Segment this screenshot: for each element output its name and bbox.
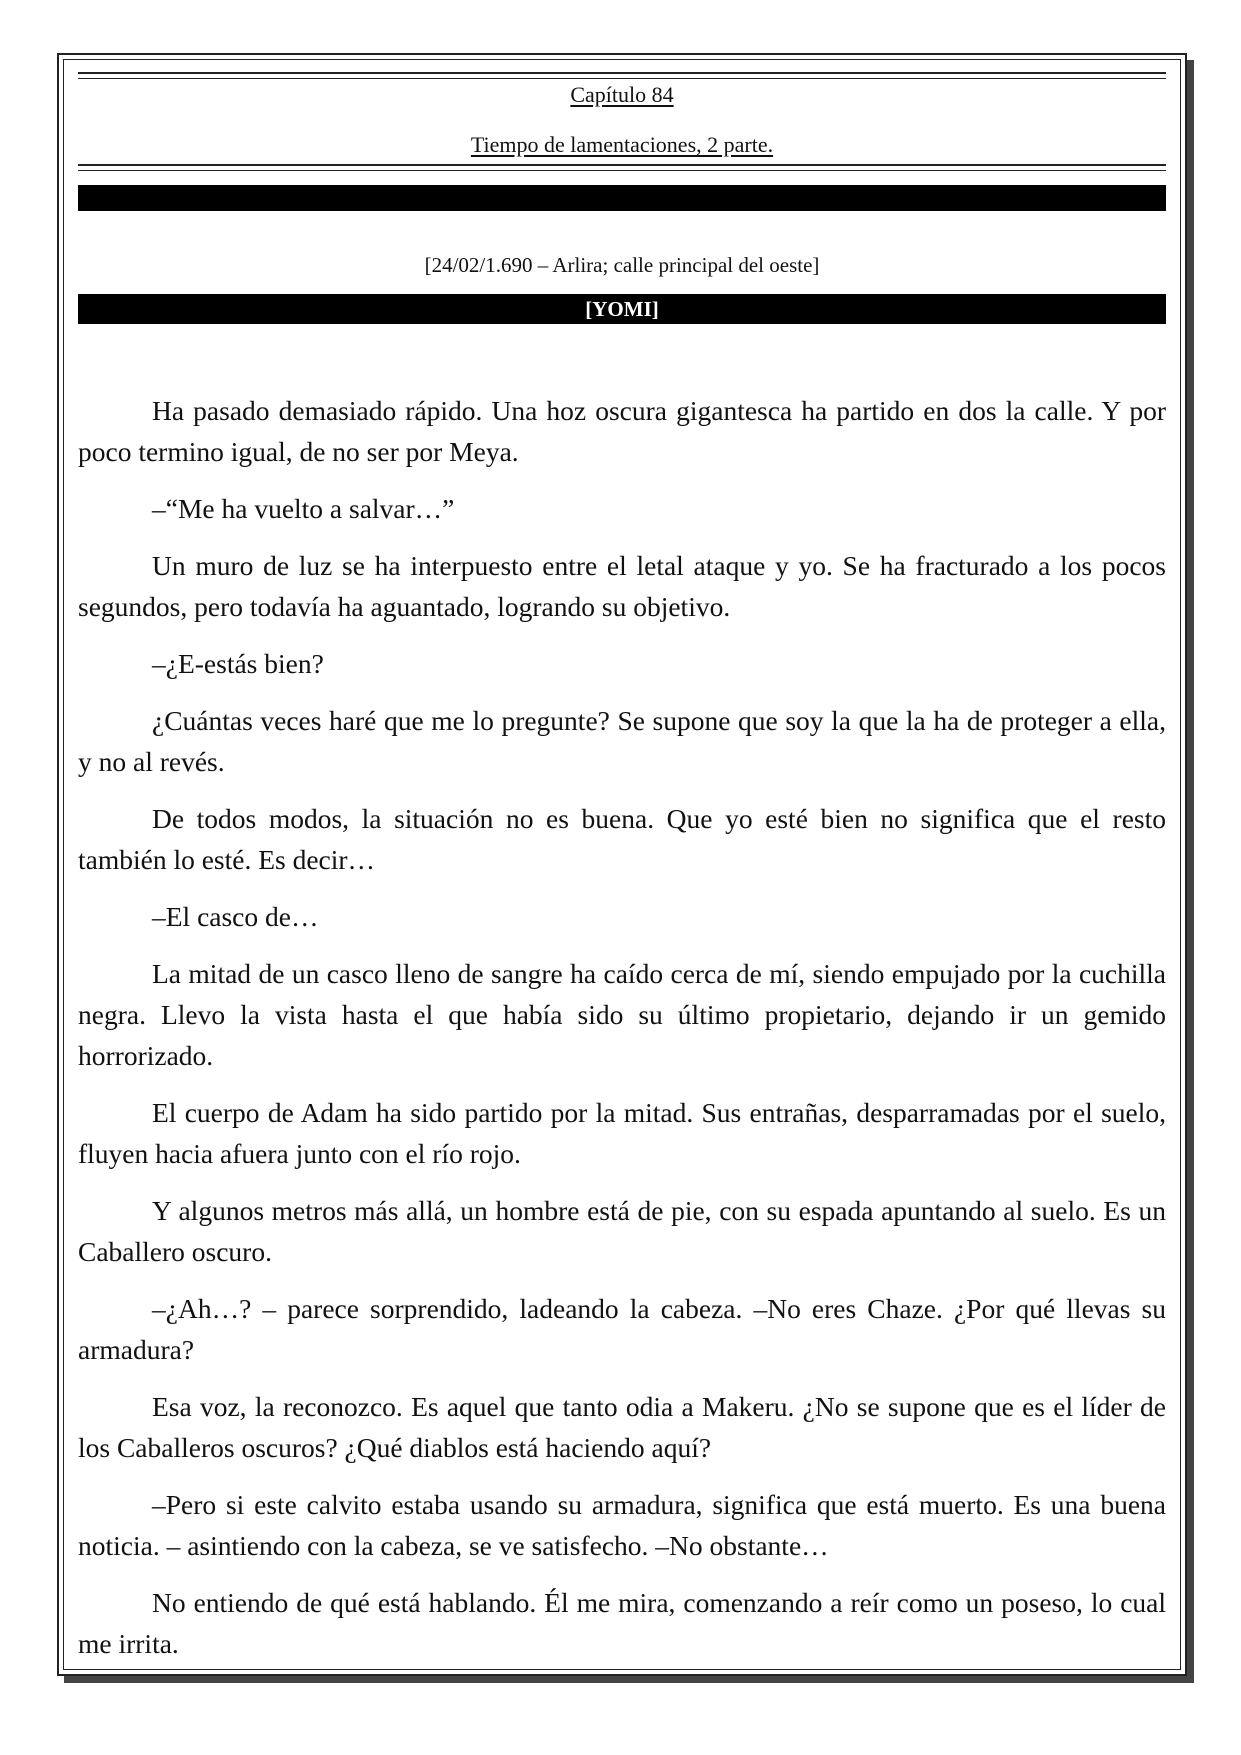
- page-frame-inner: [63, 59, 1181, 1670]
- paragraph: Y algunos metros más allá, un hombre está de pie, con su espada apuntando al suelo. Es un Caballero oscuro.: [78, 1195, 1166, 1267]
- header-bottom-rule: [78, 164, 1166, 171]
- paragraph: –¿E-estás bien?: [152, 648, 324, 679]
- section-divider-bar: [78, 185, 1166, 211]
- scene-date-location: [24/02/1.690 – Arlira; calle principal del oeste]: [424, 253, 820, 277]
- paragraph: No entiendo de qué está hablando. Él me mira, comenzando a reír como un poseso, lo cual me irrita.: [78, 1587, 1166, 1659]
- chapter-title: Tiempo de lamentaciones, 2 parte.: [470, 132, 774, 157]
- chapter-number: Capítulo 84: [570, 82, 674, 107]
- paragraph: –El casco de…: [152, 901, 319, 932]
- paragraph: Un muro de luz se ha interpuesto entre el letal ataque y yo. Se ha fracturado a los pocos segundos, pero todavía ha aguantado, logrando su objetivo.: [78, 550, 1166, 622]
- paragraph: El cuerpo de Adam ha sido partido por la mitad. Sus entrañas, desparramadas por el suelo, fluyen hacia afuera junto con el río rojo.: [78, 1097, 1166, 1169]
- paragraph: ¿Cuántas veces haré que me lo pregunte? Se supone que soy la que la ha de proteger a ella, y no al revés.: [78, 705, 1166, 777]
- paragraph: –¿Ah…? – parece sorprendido, ladeando la cabeza. –No eres Chaze. ¿Por qué llevas su armadura?: [78, 1293, 1166, 1365]
- paragraph: La mitad de un casco lleno de sangre ha caído cerca de mí, siendo empujado por la cuchilla negra. Llevo la vista hasta el que había sido su último propietario, dejando ir un gemido horrorizado.: [78, 958, 1166, 1071]
- header-top-rule: [78, 72, 1166, 79]
- character-name-bar: [YOMI]: [78, 294, 1166, 324]
- paragraph: –Pero si este calvito estaba usando su armadura, significa que está muerto. Es una buena noticia. – asintiendo con la cabeza, se ve satisfecho. –No obstante…: [78, 1489, 1166, 1561]
- paragraph: Ha pasado demasiado rápido. Una hoz oscura gigantesca ha partido en dos la calle. Y por poco termino igual, de no ser por Meya.: [78, 395, 1166, 467]
- chapter-body: [78, 390, 1166, 1680]
- paragraph: –“Me ha vuelto a salvar…”: [152, 493, 455, 524]
- paragraph: Esa voz, la reconozco. Es aquel que tanto odia a Makeru. ¿No se supone que es el líder de los Caballeros oscuros? ¿Qué diablos está haciendo aquí?: [78, 1391, 1166, 1463]
- paragraph: De todos modos, la situación no es buena. Que yo esté bien no significa que el resto también lo esté. Es decir…: [78, 803, 1166, 875]
- page-frame: [57, 53, 1187, 1676]
